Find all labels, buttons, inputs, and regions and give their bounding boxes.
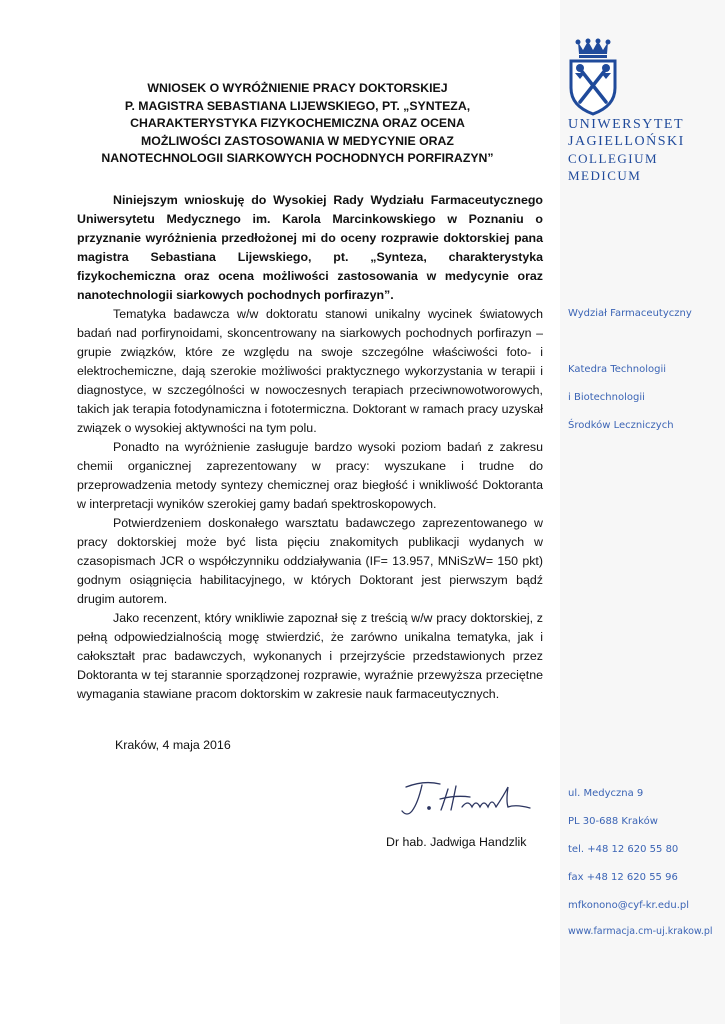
document-title <box>60 80 535 168</box>
university-crest-icon <box>563 38 623 118</box>
faculty-name: Wydział Farmaceutyczny <box>568 308 692 319</box>
title-line-5: NANOTECHNOLOGII SIARKOWYCH POCHODNYCH PORFIRAZYN” <box>101 151 494 165</box>
paragraph-request: Niniejszym wnioskuję do Wysokiej Rady Wydziału Farmaceutycznego Uniwersytetu Medycznego im. Karola Marcinkowskiego w Poznaniu o przyznanie wyróżnienia przedłożonej mi do oceny rozprawie doktorskiej pana magistra Sebastiana Lijewskiego, pt. „Synteza, charakterystyka fizykochemiczna oraz ocena możliwości zastosowania w medycynie oraz nanotechnologii siarkowych pochodnych porfirazyn”. <box>77 193 543 302</box>
paragraph-publications: Potwierdzeniem doskonałego warsztatu badawczego zaprezentowanego w pracy doktorskiej może być lista pięciu znakomitych publikacji wydanych w czasopismach JCR o współczynniku oddziaływania (IF= 13.957, MNiSzW= 150 pkt) godnym osiągnięcia habilitacyjnego, w których Doktorant jest pierwszym bądź drugim autorem. <box>77 516 543 606</box>
handwritten-signature <box>396 777 536 821</box>
department-line1: Katedra Technologii <box>568 364 667 375</box>
university-name-line1: UNIWERSYTET <box>568 117 685 132</box>
title-line-3: CHARAKTERYSTYKA FIZYKOCHEMICZNA ORAZ OCENA <box>130 116 465 130</box>
signer-name: Dr hab. Jadwiga Handzlik <box>386 835 527 849</box>
letter-body <box>77 191 543 704</box>
department-line3: Środków Leczniczych <box>568 420 674 431</box>
place-and-date: Kraków, 4 maja 2016 <box>115 738 231 752</box>
university-name <box>568 116 718 184</box>
address-city: PL 30-688 Kraków <box>568 816 658 827</box>
paragraph-conclusion: Jako recenzent, który wnikliwie zapoznał się z treścią w/w pracy doktorskiej, z pełną odpowiedzialnością mogę stwierdzić, że zarówno unikalna tematyka, jak i całokształt prac badawczych, wykonanych i przejrzyście przedstawionych przez Doktoranta w tej starannie sporządzonej rozprawie, wyraźnie przewyższa przeciętne wymagania stawiane pracom doktorskim w zakresie nauk farmaceutycznych. <box>77 611 543 701</box>
collegium-line1: COLLEGIUM <box>568 151 659 166</box>
website-link[interactable]: www.farmacja.cm-uj.krakow.pl <box>568 926 713 937</box>
department-line2: i Biotechnologii <box>568 392 645 403</box>
phone-number: tel. +48 12 620 55 80 <box>568 844 679 855</box>
university-name-line2: JAGIELLOŃSKI <box>568 134 685 149</box>
title-line-4: MOŻLIWOŚCI ZASTOSOWANIA W MEDYCYNIE ORAZ <box>141 133 454 148</box>
address-street: ul. Medyczna 9 <box>568 788 644 799</box>
fax-number: fax +48 12 620 55 96 <box>568 872 678 883</box>
paragraph-topic: Tematyka badawcza w/w doktoratu stanowi unikalny wycinek światowych badań nad porfirynoidami, skoncentrowany na siarkowych pochodnych porfirazyn – grupie związków, które ze względu na swoje szczególne właściwości foto- i elektrochemiczne, dają szerokie możliwości praktycznego wykorzystania w terapii i diagnostyce, w szczególności w nowoczesnych terapiach przeciwnowotworowych, takich jak terapia fotodynamiczna i fototermiczna. Doktorant w ramach pracy uzyskał związek o wysokiej aktywności na tym polu. <box>77 307 543 435</box>
email-link[interactable]: mfkonono@cyf-kr.edu.pl <box>568 900 690 911</box>
collegium-line2: MEDICUM <box>568 168 642 183</box>
title-line-2: P. MAGISTRA SEBASTIANA LIJEWSKIEGO, PT. „SYNTEZA, <box>124 98 471 113</box>
paragraph-chemistry: Ponadto na wyróżnienie zasługuje bardzo wysoki poziom badań z zakresu chemii organicznej zaprezentowany w pracy: wyszukane i trudne do przeprowadzenia metody syntezy chemicznej oraz biegłość i wnikliwość Doktoranta w interpretacji wyników szerokiej gamy badań spektroskopowych. <box>77 440 543 511</box>
title-line-1: WNIOSEK O WYRÓŻNIENIE PRACY DOKTORSKIEJ <box>147 81 448 95</box>
